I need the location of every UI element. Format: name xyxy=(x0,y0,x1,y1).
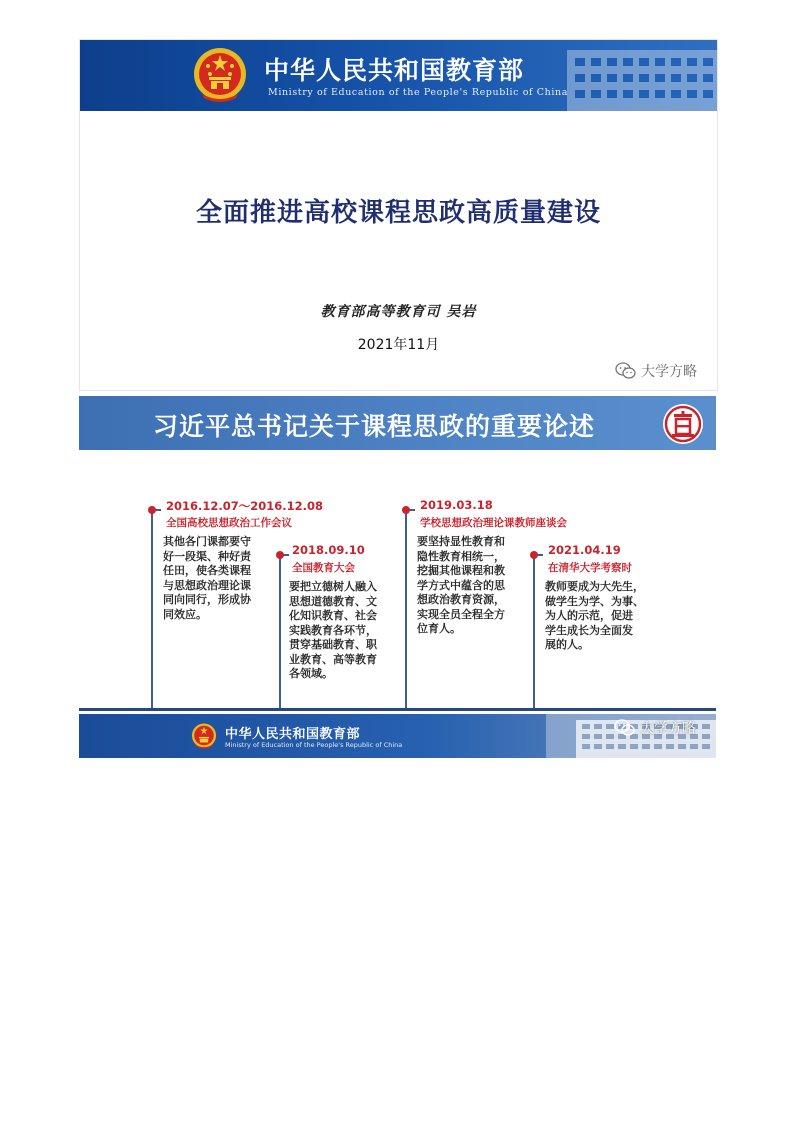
event-quote: 要把立德树人融入 思想道德教育、文 化知识教育、社会 实践教育各环节， 贯穿基础教育、职 业教育、高等教育 各领域。 xyxy=(289,580,377,680)
watermark xyxy=(615,361,697,381)
slide-title-band xyxy=(79,396,716,450)
slide-title: 习近平总书记关于课程思政的重要论述 xyxy=(153,412,596,441)
event-quote: 教师要成为大先生， 做学生为学、为事、 为人的示范，促进 学生成长为全面发 展的人。 xyxy=(545,580,644,651)
presentation-author: 教育部高等教育司 吴岩 xyxy=(320,304,477,320)
footer-ministry-name-cn: 中华人民共和国教育部 xyxy=(225,727,361,742)
watermark-text: 大学方略 xyxy=(641,364,697,380)
timeline-dot-1 xyxy=(148,506,156,514)
national-emblem-icon xyxy=(191,722,217,750)
presentation-title: 全面推进高校课程思政高质量建设 xyxy=(195,198,601,228)
event-name: 全国高校思想政治工作会议 xyxy=(166,517,292,529)
timeline-line-3 xyxy=(405,509,407,709)
slide-divider xyxy=(79,708,716,711)
timeline-line-4 xyxy=(533,554,535,709)
event-name: 学校思想政治理论课教师座谈会 xyxy=(420,517,567,529)
timeline-dot-2 xyxy=(276,551,284,559)
event-date: 2018.09.10 xyxy=(292,543,365,557)
event-date: 2016.12.07～2016.12.08 xyxy=(166,499,324,513)
event-date: 2021.04.19 xyxy=(548,543,621,557)
timeline-line-2 xyxy=(279,554,281,709)
event-name: 全国教育大会 xyxy=(292,562,355,574)
footer-ministry-name-en: Ministry of Education of the People's Republic of China xyxy=(225,741,403,749)
ministry-header-banner xyxy=(80,40,717,111)
title-slide xyxy=(79,39,718,391)
watermark-text: 大学方略 xyxy=(640,721,696,737)
wechat-icon xyxy=(615,362,637,380)
timeline-dot-4 xyxy=(530,551,538,559)
event-date: 2019.03.18 xyxy=(420,498,493,512)
watermark xyxy=(614,718,696,738)
ministry-name-cn: 中华人民共和国教育部 xyxy=(264,56,525,85)
wechat-icon xyxy=(614,719,636,737)
university-logo-icon xyxy=(662,403,704,445)
quotes-slide xyxy=(79,396,716,758)
presentation-date: 2021年11月 xyxy=(357,337,440,353)
event-name: 在清华大学考察时 xyxy=(548,562,632,574)
timeline-dot-3 xyxy=(402,506,410,514)
timeline-line-1 xyxy=(151,509,153,709)
event-quote: 其他各门课都要守 好一段渠、种好责 任田，使各类课程 与思想政治理论课 同向同行，形成协 同效应。 xyxy=(163,535,251,621)
ministry-name-en: Ministry of Education of the People's Republic of China xyxy=(268,87,568,98)
building-backdrop xyxy=(567,40,717,111)
event-quote: 要坚持显性教育和 隐性教育相统一， 挖掘其他课程和教 学方式中蕴含的思 想政治教育资源， 实现全员全程全方 位育人。 xyxy=(417,535,505,635)
national-emblem-icon xyxy=(192,46,248,104)
